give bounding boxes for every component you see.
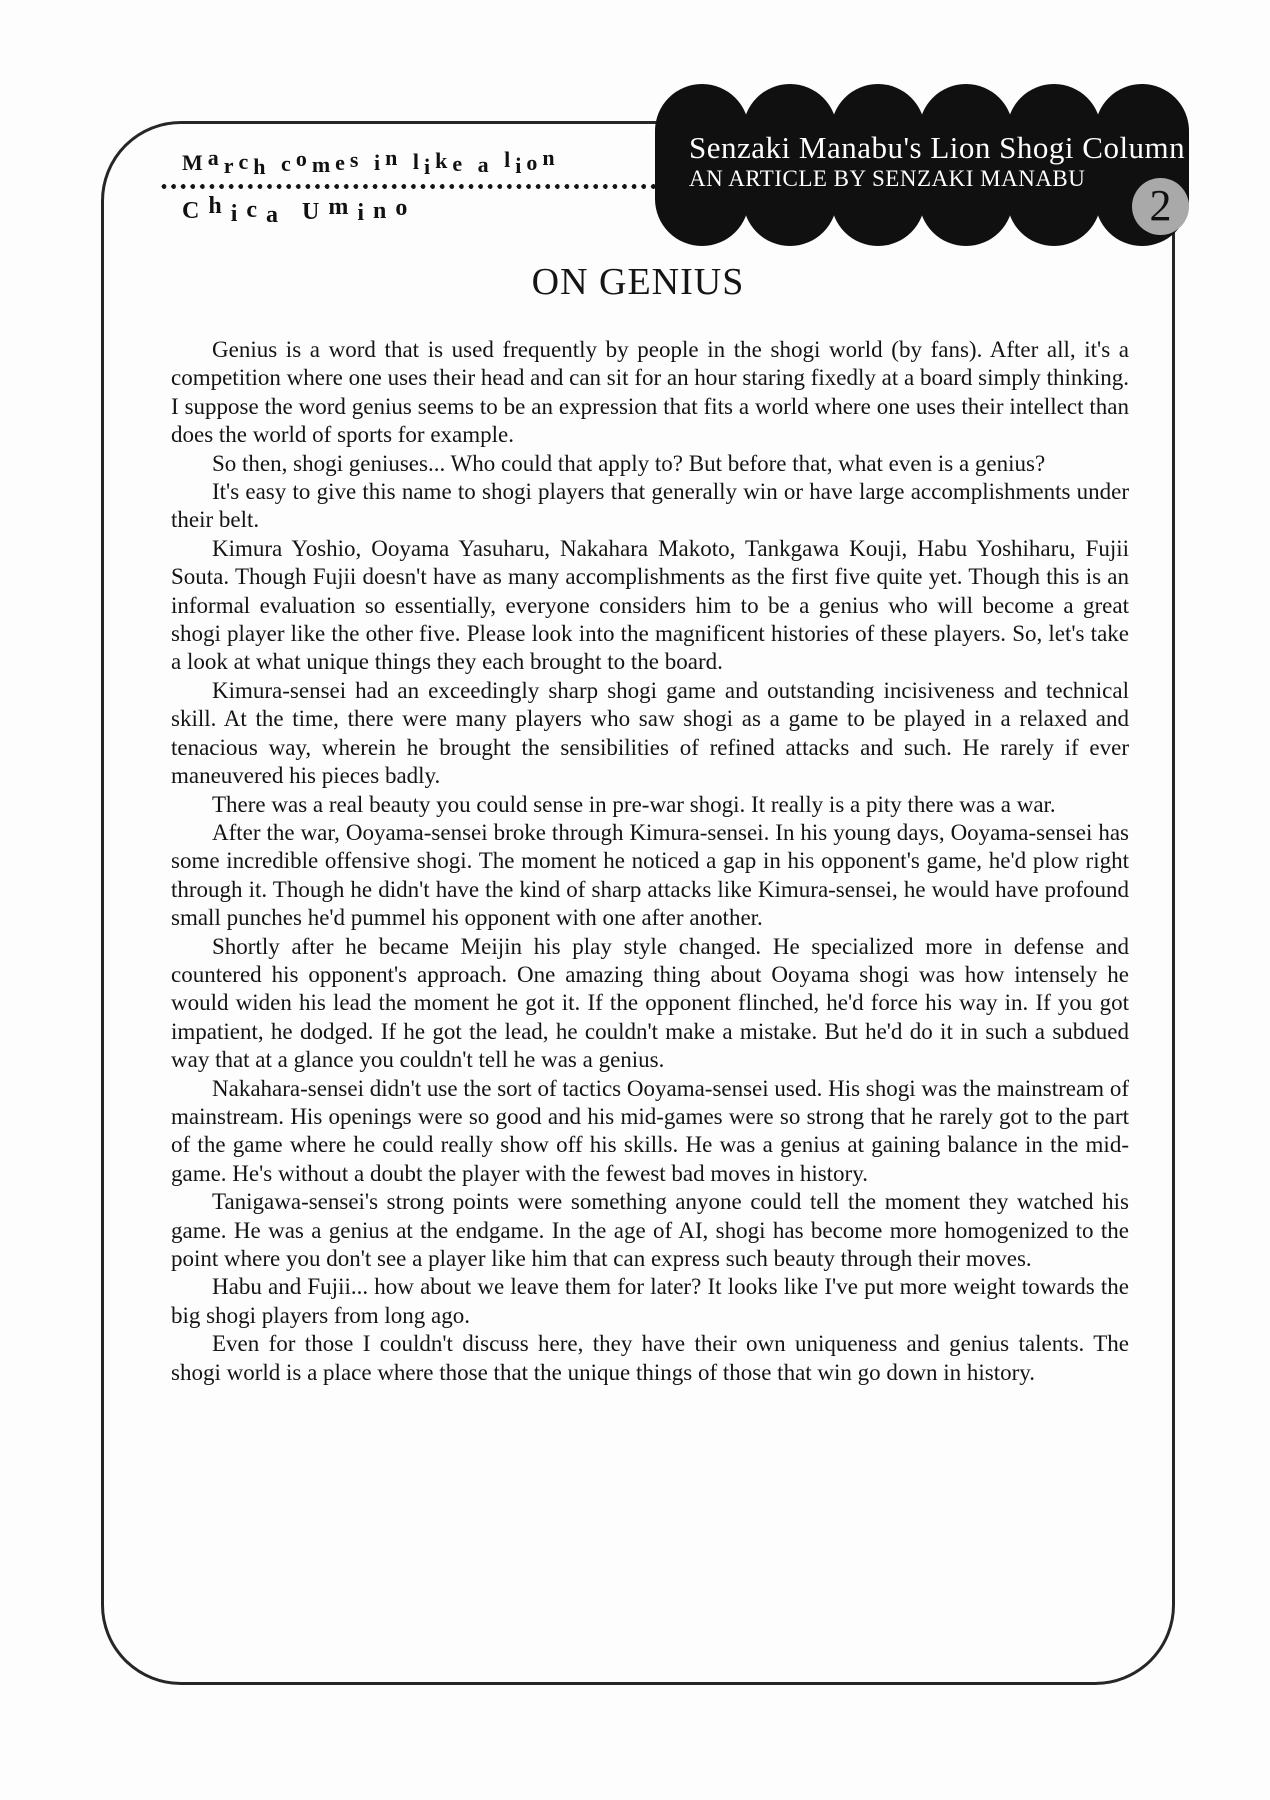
logo-char [402,153,413,179]
logo-char: a [477,152,494,177]
paragraph: Nakahara-sensei didn't use the sort of tactics Ooyama-sensei used. His shogi was the mainstream of mainstream. His openings were so good and his mid-games were so strong that he rarely got to the part of the game where he could really show off his skills. He was a genius at gaining balance in the mid-game. He's without a doubt the player with the fewest bad moves in history. [171,1075,1129,1186]
logo-char: c [281,151,296,176]
logo-char: s [349,147,364,172]
logo-char: m [328,194,358,220]
logo-char: l [504,147,516,172]
article-body [171,336,1129,1387]
logo-char: i [373,150,386,175]
column-badge-text [689,131,1185,192]
logo-char: n [385,145,403,170]
logo-char: r [223,153,239,178]
logo-char: h [253,154,271,179]
issue-number: 2 [1149,180,1172,230]
logo-char: n [542,145,560,170]
paragraph: Habu and Fujii... how about we leave them for later? It looks like I've put more weight towards the big shogi players from long ago. [171,1274,1129,1328]
logo-char: k [435,148,453,173]
paragraph: Tanigawa-sensei's strong points were something anyone could tell the moment they watched his game. He was a genius at the endgame. In the age of AI, shogi has become more homogenized to the point where you don't see a player like him that can express such beauty through their moves. [171,1189,1129,1271]
logo-char: U [302,199,329,225]
paragraph: Genius is a word that is used frequently by people in the shogi world (by fans). After all, it's a competition where one uses their head and can sit for an hour staring fixedly at a board simply thinking. I suppose the word genius seems to be an expression that fits a world where one uses their intellect than does the world of sports for example. [171,337,1129,448]
paragraph: Shortly after he became Meijin his play style changed. He specialized more in defense and countered his opponent's approach. One amazing thing about Ooyama shogi was how intensely he would widen his lead the moment he got it. If the opponent flinched, he'd force his way in. If you got impatient, he dodged. If he got the lead, he couldn't make a mistake. But he'd do it in such a subdued way that at a glance you couldn't tell he was a genius. [171,933,1129,1073]
logo-char: i [515,153,527,178]
logo-char: C [182,198,209,224]
logo-char: i [423,154,436,179]
logo-char: o [395,195,417,221]
badge-title: Senzaki Manabu's Lion Shogi Column [689,130,1186,165]
logo-char: l [412,149,424,174]
series-title-logo [182,145,560,179]
logo-char: c [246,197,267,223]
logo-char: M [182,150,208,175]
article-heading: ON GENIUS [531,261,745,303]
logo-char: i [230,201,247,227]
issue-number-badge [1132,178,1189,235]
logo-char [494,150,505,176]
logo-char: a [207,145,224,170]
logo-char [271,148,282,174]
logo-char: a [266,202,288,228]
logo-char [467,146,478,172]
logo-char [363,153,374,179]
paragraph: So then, shogi geniuses... Who could that apply to? But before that, what even is a genius? [212,450,1046,476]
logo-char: i [357,200,374,226]
paragraph: Kimura Yoshio, Ooyama Yasuharu, Nakahara Makoto, Tankgawa Kouji, Habu Yoshiharu, Fujii Souta. Though Fujii doesn't have as many accomplishments as the first five quite yet. Though this is an informal evaluation so essentially, everyone considers him to be a genius who will become a great shogi player like the other five. Please look into the magnificent histories of these players. So, let's take a look at what unique things they each brought to the board. [171,535,1129,675]
badge-subtitle: AN ARTICLE BY SENZAKI MANABU [689,166,1086,191]
logo-char: e [452,151,468,176]
paragraph: It's easy to give this name to shogi players that generally win or have large accomplishments under their belt. [171,479,1129,533]
paragraph: Kimura-sensei had an exceedingly sharp shogi game and outstanding incisiveness and technical skill. At the time, there were many players who saw shogi as a game to be played in a relaxed and tenacious way, wherein he brought the sensibilities of refined attacks and such. He rarely if ever maneuvered his pieces badly. [171,677,1129,789]
logo-char: h [208,193,231,219]
series-author [182,193,417,228]
paragraph: Even for those I couldn't discuss here, they have their own uniqueness and genius talents. The shogi world is a place where those that the unique things of those that win go down in history. [171,1331,1129,1385]
paragraph: After the war, Ooyama-sensei broke through Kimura-sensei. In his young days, Ooyama-sensei has some incredible offensive shogi. The moment he noticed a gap in his opponent's game, he'd plow right through it. Though he didn't have the kind of sharp attacks like Kimura-sensei, he would have profound small punches he'd pummel his opponent with one after another. [171,819,1129,931]
logo-char: n [373,198,396,224]
paragraph: There was a real beauty you could sense in pre-war shogi. It really is a pity there was a war. [212,791,1056,817]
logo-char: o [526,150,543,175]
dotted-divider [161,183,659,190]
logo-char: o [295,146,312,171]
logo-char: c [238,149,254,174]
logo-char: m [311,152,336,177]
logo-char [287,195,302,223]
logo-char: e [335,150,350,175]
